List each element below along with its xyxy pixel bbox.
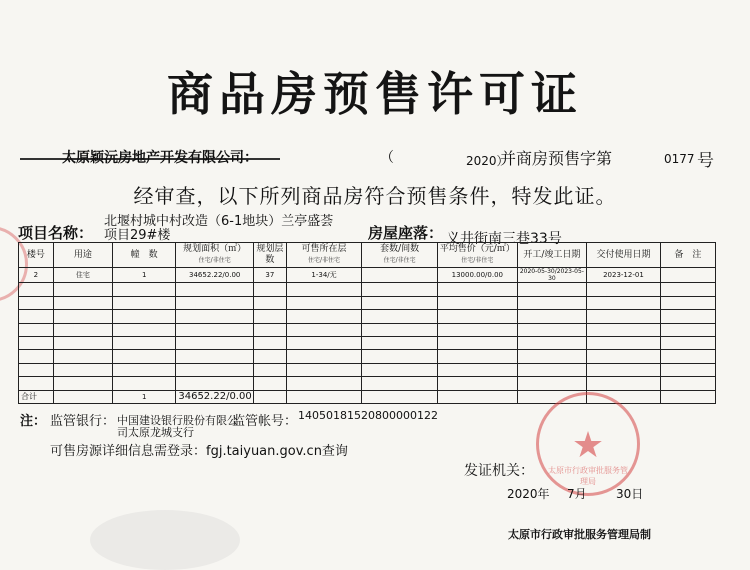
table-row — [19, 268, 716, 283]
cell-sale-floors: 1-34/无 — [286, 268, 362, 283]
project-name-line2: 项目29#楼 — [104, 228, 171, 243]
cell-dates: 2020-05-30/2023-05-30 — [517, 268, 586, 283]
header-cell: 可售所在层 住宅/非住宅 — [286, 243, 362, 268]
table-row — [19, 310, 716, 323]
query-text: 可售房源详细信息需登录：fgj.taiyuan.gov.cn查询 — [50, 444, 348, 459]
document-title: 商品房预售许可证 — [167, 67, 583, 121]
cell-delivery: 2023-12-01 — [587, 268, 661, 283]
table-row — [19, 363, 716, 376]
header-cell: 备 注 — [660, 243, 715, 268]
issuing-authority: 太原市行政审批服务管理局制 — [508, 528, 651, 541]
table-row — [19, 377, 716, 390]
developer-company: 太原颖沅房地产开发有限公司： — [62, 150, 258, 166]
table-row — [19, 296, 716, 309]
issue-month: 7月 — [567, 487, 587, 501]
header-cell: 规划层数 — [254, 243, 287, 268]
cert-prefix: 并商房预售字第 — [500, 149, 613, 168]
cell-avg-price: 13000.00/0.00 — [437, 268, 517, 283]
cell-units — [362, 268, 438, 283]
location-label: 房屋座落： — [368, 224, 444, 242]
issue-year: 2020年 — [507, 487, 550, 501]
header-cell: 规划面积（㎡） 住宅/非住宅 — [176, 243, 254, 268]
table-header-row — [19, 243, 716, 268]
stamp-text: 太原市行政审批服务管理局 — [548, 466, 628, 486]
project-name-line1: 北堰村城中村改造（6-1地块）兰亭盛荟 — [104, 214, 334, 229]
header-cell: 开工/竣工日期 — [517, 243, 586, 268]
issue-day: 30日 — [616, 487, 644, 501]
note-label: 注： — [20, 414, 47, 429]
header-cell: 幢 数 — [113, 243, 176, 268]
account-value: 14050181520800000122 — [298, 409, 438, 422]
cell-building-count: 1 — [113, 268, 176, 283]
bank-label: 监管银行： — [50, 414, 116, 429]
header-cell: 套数/间数 住宅/非住宅 — [362, 243, 438, 268]
header-cell: 用途 — [53, 243, 112, 268]
total-count: 1 — [113, 390, 176, 403]
cert-number: 0177 — [664, 152, 695, 166]
table-row — [19, 350, 716, 363]
bank-name-line2: 司太原龙城支行 — [117, 426, 194, 439]
total-area: 34652.22/0.00 — [176, 390, 254, 403]
project-name-label: 项目名称： — [18, 224, 94, 242]
total-label: 合计 — [19, 390, 54, 403]
header-cell: 平均售价（元/㎡） 住宅/非住宅 — [437, 243, 517, 268]
issuer-label: 发证机关： — [464, 463, 534, 479]
cert-suffix: 号 — [697, 151, 714, 171]
account-label: 监管帐号： — [232, 414, 298, 429]
official-stamp — [536, 392, 640, 496]
stamp-star-icon: ★ — [571, 425, 605, 466]
cell-remark — [660, 268, 715, 283]
table-row — [19, 323, 716, 336]
header-cell: 楼号 — [19, 243, 54, 268]
paren-open: （ — [380, 150, 394, 166]
cell-building-no: 2 — [19, 268, 54, 283]
presale-table — [18, 242, 716, 404]
table-row — [19, 337, 716, 350]
approval-statement: 经审查，以下所列商品房符合预售条件，特发此证。 — [133, 184, 617, 208]
cell-usage: 住宅 — [53, 268, 112, 283]
location-value: 义井街南三巷33号 — [446, 231, 562, 247]
cell-planned-area: 34652.22/0.00 — [176, 268, 254, 283]
bank-name-line1: 中国建设银行股份有限公 — [117, 414, 238, 427]
cert-year: 2020） — [466, 154, 509, 168]
table-row — [19, 283, 716, 296]
faded-mark — [90, 510, 240, 570]
cell-floors: 37 — [254, 268, 287, 283]
header-cell: 交付使用日期 — [587, 243, 661, 268]
